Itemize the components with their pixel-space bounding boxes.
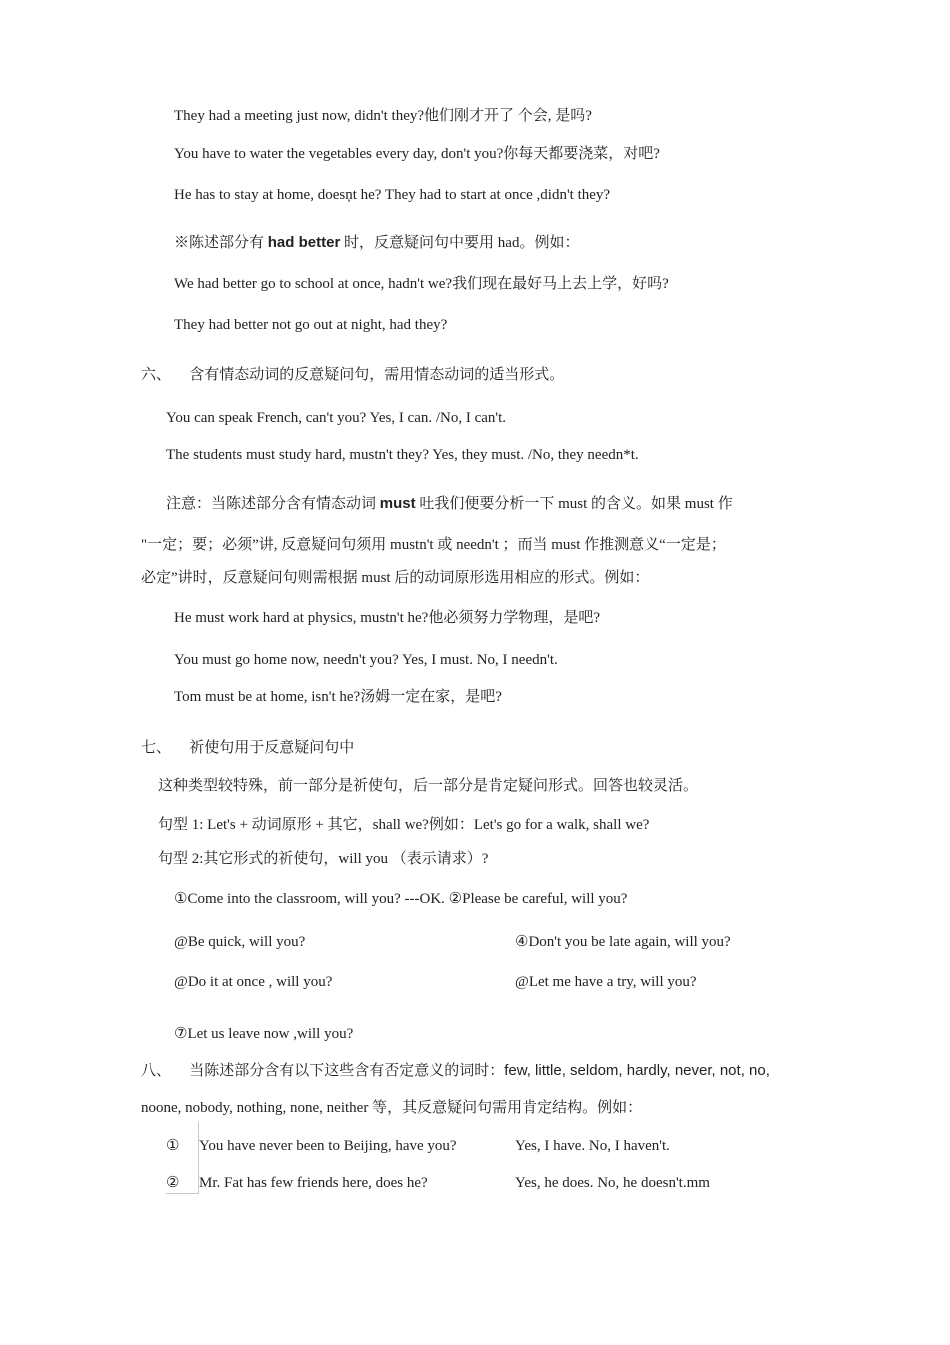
text-line: noone, nobody, nothing, none, neither 等，其反意疑问句需用肯定结构。例如：: [141, 1100, 643, 1116]
text-line: They had better not go out at night, had they?: [174, 317, 448, 333]
section-title: 含有情态动词的反意疑问句，需用情态动词的适当形式。: [189, 366, 565, 383]
table-row-question: Mr. Fat has few friends here, does he?: [199, 1175, 428, 1191]
text-line: ①Come into the classroom, will you? ---OK. ②Please be careful, will you?: [174, 891, 628, 907]
text-line: 这种类型较特殊，前一部分是祈使句，后一部分是肯定疑问形式。回答也较灵活。: [158, 778, 699, 794]
table-row-number: ①: [166, 1138, 180, 1154]
text-line: 必定”讲时，反意疑问句则需根据 must 后的动词原形选用相应的形式。例如：: [141, 570, 650, 586]
note-text: 时，反意疑问句中要用 had。例如：: [340, 235, 580, 251]
text-line: They had a meeting just now, didn't they?他们刚才开了 个会, 是吗?: [174, 108, 592, 124]
section-title: 祈使句用于反意疑问句中: [189, 739, 355, 756]
table-row-answer: Yes, I have. No, I haven't.: [515, 1138, 670, 1154]
example-right: @Let me have a try, will you?: [515, 974, 697, 990]
section-number: 六、: [141, 366, 172, 383]
text-line: The students must study hard, mustn't they? Yes, they must. /No, they needn*t.: [166, 447, 639, 463]
note-text: 吐我们便要分析一下 must 的含义。如果 must 作: [415, 496, 733, 512]
example-left: @Be quick, will you?: [174, 934, 306, 950]
text-line: We had better go to school at once, hadn't we?我们现在最好马上去上学，好吗?: [174, 276, 669, 292]
example-right: ④Don't you be late again, will you?: [515, 934, 731, 950]
text-line: You have to water the vegetables every day, don't you?你每天都要浇菜，对吧?: [174, 146, 660, 162]
note-text: 注意：当陈述部分含有情态动词: [166, 496, 380, 512]
note-line: [166, 494, 733, 514]
text-line: You must go home now, needn't you? Yes, I must. No, I needn't.: [174, 652, 558, 668]
text-line: 句型 2:其它形式的祈使句，will you （表示请求）?: [158, 851, 489, 867]
table-row-question: You have never been to Beijing, have you?: [199, 1138, 457, 1154]
section-title: 当陈述部分含有以下这些含有否定意义的词时：few, little, seldom, hardly, never, not, no,: [189, 1062, 770, 1079]
note-line: [174, 233, 579, 253]
section-number: 七、: [141, 739, 172, 756]
text-line: 句型 1: Let's + 动词原形 + 其它，shall we?例如：Let's go for a walk, shall we?: [158, 817, 650, 833]
text-line: He must work hard at physics, mustn't he?他必须努力学物理，是吧?: [174, 610, 600, 626]
section-heading: [141, 1061, 770, 1081]
table-row-number: ②: [166, 1175, 180, 1191]
table-divider: [166, 1193, 199, 1194]
text-line: You can speak French, can't you? Yes, I can. /No, I can't.: [166, 410, 507, 426]
table-row-answer: Yes, he does. No, he doesn't.mm: [515, 1175, 710, 1191]
section-heading: [141, 365, 564, 385]
text-line: He has to stay at home, doesņt he? They had to start at once ,didn't they?: [174, 187, 611, 203]
section-number: 八、: [141, 1062, 172, 1079]
section-heading: [141, 738, 354, 758]
note-keyword: had better: [267, 234, 341, 251]
note-text: ※陈述部分有: [174, 235, 268, 251]
note-keyword: must: [379, 495, 416, 512]
text-line: Tom must be at home, isn't he?汤姆一定在家，是吧?: [174, 689, 502, 705]
text-line: ⑦Let us leave now ,will you?: [174, 1026, 354, 1042]
example-left: @Do it at once , will you?: [174, 974, 333, 990]
text-line: "一定；要；必须”讲, 反意疑问句须用 mustn't 或 needn't ；而当 must 作推测意义“一定是；: [141, 537, 726, 553]
